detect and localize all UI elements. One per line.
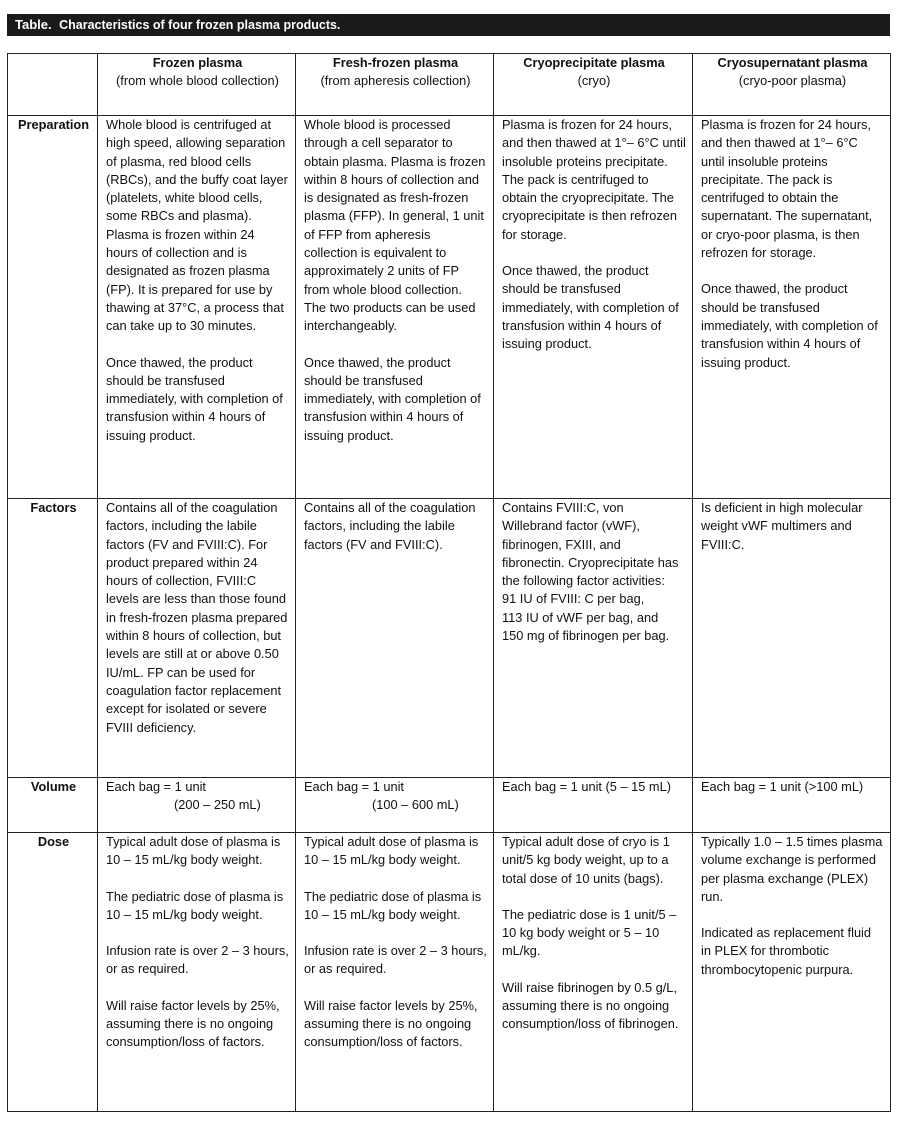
paragraph: Once thawed, the product should be transfused immediately, with completion of transfusion within 4 hours of issuing product.: [502, 263, 679, 352]
paragraph: Contains all of the coagulation factors, including the labile factors (FV and FVIII:C).: [304, 500, 476, 552]
paragraph: Whole blood is processed through a cell separator to obtain plasma. Plasma is frozen within 8 hours of collection and is designated as fresh-frozen plasma (FFP). In general, 1 unit of FFP from apheresis collection is equivalent to approximately 2 units of FP from whole blood collection. The two products can be used interchangeably.: [304, 117, 486, 334]
column-title: Frozen plasma: [152, 55, 243, 70]
paragraph: Once thawed, the product should be transfused immediately, with completion of transfusion within 4 hours of issuing product.: [701, 281, 878, 370]
row-factors: [8, 499, 891, 778]
paragraph: Plasma is frozen for 24 hours, and then thawed at 1°– 6°C until insoluble proteins precipitate. The pack is centrifuged to obtain the cryoprecipitate. The cryoprecipitate is then refrozen for storage.: [502, 117, 686, 242]
paragraph: Plasma is frozen for 24 hours, and then thawed at 1°– 6°C until insoluble proteins precipitate. The pack is centrifuged to obtain the supernatant. The supernatant, or cryo-poor plasma, is then refrozen for storage.: [701, 117, 873, 261]
caption-text: Characteristics of four frozen plasma products.: [59, 18, 341, 32]
paragraph: Once thawed, the product should be transfused immediately, with completion of transfusion within 4 hours of issuing product.: [304, 354, 481, 443]
column-subtitle: (cryo-poor plasma): [738, 73, 847, 89]
table-caption: [7, 14, 890, 36]
cell-dose-cryoprecipitate: [494, 833, 693, 1112]
factor-activity-line: 113 IU of vWF per bag, and: [502, 609, 659, 625]
column-header-frozen-plasma: [98, 54, 296, 116]
paragraph: Typically 1.0 – 1.5 times plasma volume exchange is performed per plasma exchange (PLEX) run.: [701, 834, 883, 904]
column-subtitle: (from whole blood collection): [116, 73, 279, 89]
paragraph: Once thawed, the product should be transfused immediately, with completion of transfusion within 4 hours of issuing product.: [106, 354, 283, 443]
paragraph: Whole blood is centrifuged at high speed, allowing separation of plasma, red blood cells (RBCs), and the buffy coat layer (platelets, white blood cells, some RBCs and plasma). Plasma is frozen within 24 hours of collection and is designated as frozen plasma (FP). It is prepared for use by thawing at 37°C, a process that can take up to 30 minutes.: [106, 117, 288, 334]
header-row: [8, 54, 891, 116]
cell-volume-frozen-plasma: [98, 778, 296, 833]
paragraph: Typical adult dose of plasma is 10 – 15 mL/kg body weight.: [304, 834, 479, 868]
volume-text: Each bag = 1 unit: [106, 779, 206, 794]
volume-text: Each bag = 1 unit (5 – 15 mL): [502, 779, 671, 794]
row-label-factors: Factors: [8, 499, 98, 778]
paragraph: Indicated as replacement fluid in PLEX for thrombotic thrombocytopenic purpura.: [701, 925, 872, 977]
cell-volume-cryosupernatant: [693, 778, 891, 833]
paragraph: Will raise factor levels by 25%, assuming there is no ongoing consumption/loss of factors.: [106, 997, 280, 1050]
factor-activity-line: 150 mg of fibrinogen per bag.: [502, 628, 670, 644]
column-header-cryosupernatant: [693, 54, 891, 116]
paragraph: Typical adult dose of cryo is 1 unit/5 kg body weight, up to a total dose of 10 units (bags).: [502, 834, 670, 886]
cell-dose-cryosupernatant: [693, 833, 891, 1112]
volume-range: (100 – 600 mL): [372, 797, 459, 813]
volume-range: (200 – 250 mL): [174, 797, 261, 813]
paragraph: The pediatric dose of plasma is 10 – 15 mL/kg body weight.: [304, 888, 482, 922]
cell-factors-fresh-frozen-plasma: [296, 499, 494, 778]
cell-factors-frozen-plasma: [98, 499, 296, 778]
caption-lead: Table.: [15, 17, 52, 32]
column-title: Cryoprecipitate plasma: [523, 55, 665, 70]
cell-preparation-frozen-plasma: [98, 116, 296, 499]
cell-preparation-cryosupernatant: [693, 116, 891, 499]
volume-text: Each bag = 1 unit: [304, 779, 404, 794]
row-volume: [8, 778, 891, 833]
cell-preparation-cryoprecipitate: [494, 116, 693, 499]
cell-volume-fresh-frozen-plasma: [296, 778, 494, 833]
paragraph: Will raise fibrinogen by 0.5 g/L, assuming there is no ongoing consumption/loss of fibrinogen.: [502, 979, 679, 1032]
row-label-preparation: Preparation: [8, 116, 98, 499]
cell-dose-frozen-plasma: [98, 833, 296, 1112]
column-header-cryoprecipitate: [494, 54, 693, 116]
paragraph: The pediatric dose is 1 unit/5 – 10 kg body weight or 5 – 10 mL/kg.: [502, 906, 677, 959]
volume-text: Each bag = 1 unit (>100 mL): [701, 779, 864, 794]
corner-cell: [8, 54, 98, 116]
paragraph: The pediatric dose of plasma is 10 – 15 mL/kg body weight.: [106, 888, 284, 922]
column-subtitle: (cryo): [577, 73, 611, 89]
cell-volume-cryoprecipitate: [494, 778, 693, 833]
column-title: Cryosupernatant plasma: [717, 55, 868, 70]
row-label-volume: Volume: [8, 778, 98, 833]
paragraph: Is deficient in high molecular weight vWF multimers and FVIII:C.: [701, 500, 863, 552]
paragraph: Typical adult dose of plasma is 10 – 15 mL/kg body weight.: [106, 834, 281, 868]
column-title: Fresh-frozen plasma: [332, 55, 459, 70]
column-subtitle: (from apheresis collection): [320, 73, 471, 89]
plasma-products-table: [7, 53, 891, 1112]
cell-factors-cryoprecipitate: [494, 499, 693, 778]
column-header-fresh-frozen-plasma: [296, 54, 494, 116]
paragraph: Contains all of the coagulation factors, including the labile factors (FV and FVIII:C). For product prepared within 24 hours of collection, FVIII:C levels are less than those found in fresh-frozen plasma prepared within 8 hours of collection, but levels are still at or above 0.50 IU/mL. FP can be used for coagulation factor replacement except for isolated or severe FVIII deficiency.: [106, 500, 288, 735]
paragraph: Will raise factor levels by 25%, assuming there is no ongoing consumption/loss of factors.: [304, 997, 478, 1050]
row-dose: [8, 833, 891, 1112]
paragraph: Infusion rate is over 2 – 3 hours, or as required.: [106, 943, 289, 977]
cell-factors-cryosupernatant: [693, 499, 891, 778]
cell-preparation-fresh-frozen-plasma: [296, 116, 494, 499]
paragraph: Contains FVIII:C, von Willebrand factor (vWF), fibrinogen, FXIII, and fibronectin. Cryoprecipitate has the following factor activities:: [502, 500, 679, 589]
row-label-dose: Dose: [8, 833, 98, 1112]
paragraph: Infusion rate is over 2 – 3 hours, or as required.: [304, 943, 487, 977]
cell-dose-fresh-frozen-plasma: [296, 833, 494, 1112]
row-preparation: [8, 116, 891, 499]
factor-activity-line: 91 IU of FVIII: C per bag,: [502, 591, 645, 607]
